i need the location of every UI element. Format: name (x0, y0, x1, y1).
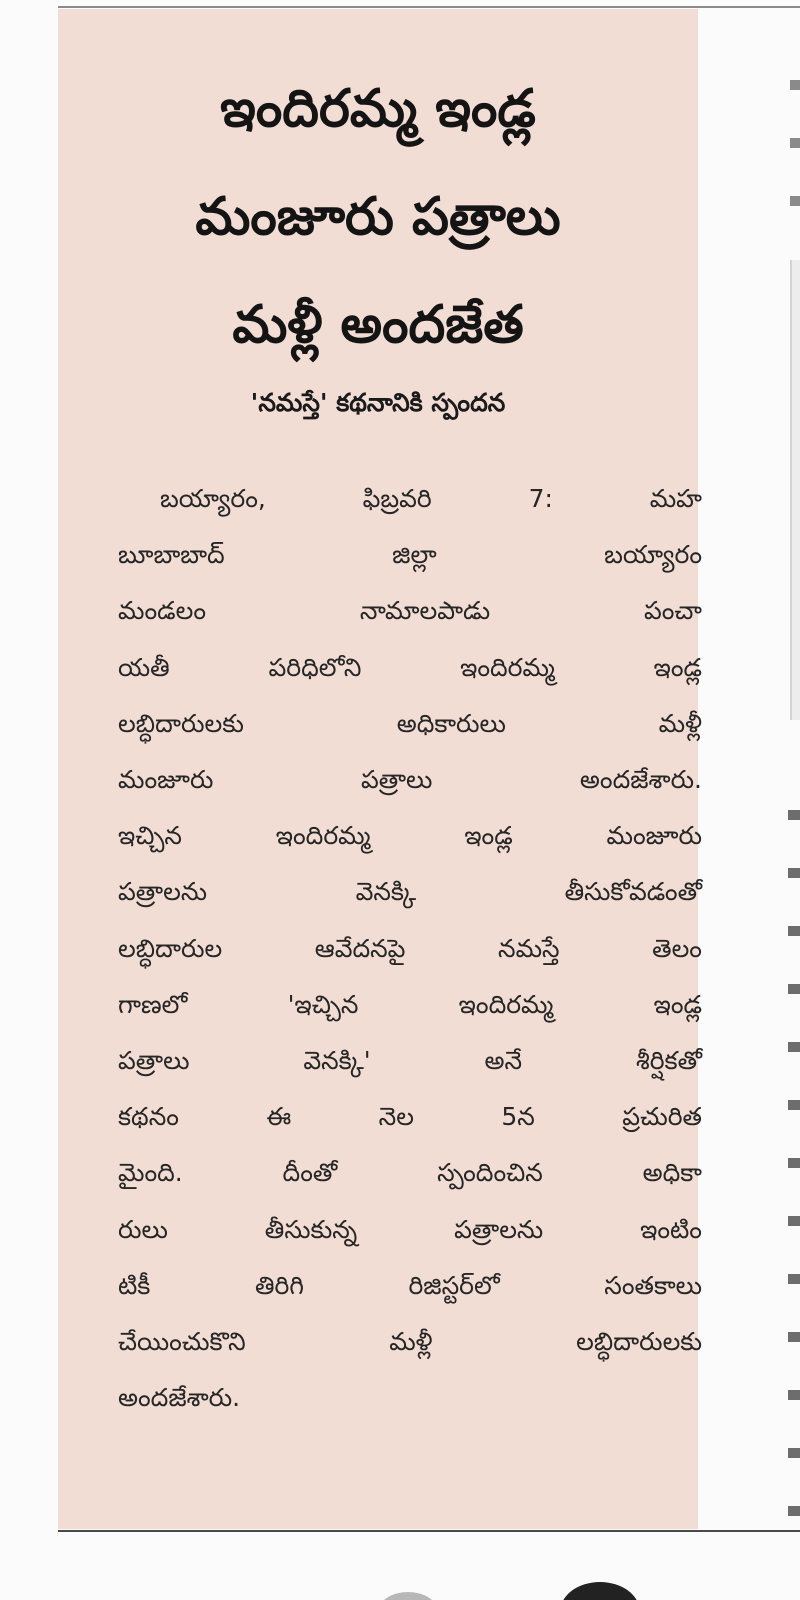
body-line: ఇచ్చిన ఇందిరమ్మ ఇండ్ల మంజూరు (118, 821, 702, 851)
subheadline: 'నమస్తే' కథనానికి స్పందన (250, 388, 506, 417)
body-line: యతీ పరిధిలోని ఇందిరమ్మ ఇండ్ల (118, 652, 702, 682)
cropped-image-fragment (378, 1592, 438, 1600)
bottom-rule (58, 1530, 800, 1532)
body-line: చేయించుకొని మళ్లీ లబ్ధిదారులకు (118, 1327, 702, 1357)
body-line: టికీ తిరిగి రిజిస్టర్‌లో సంతకాలు (118, 1270, 702, 1300)
body-line: మైంది. దీంతో స్పందించిన అధికా (118, 1158, 702, 1188)
cropped-image-fragment (560, 1582, 640, 1600)
news-article (58, 9, 702, 1529)
body-line: మండలం నామాలపాడు పంచా (118, 596, 702, 626)
body-line: బయ్యారం, ఫిబ్రవరి 7: మహ (160, 484, 702, 513)
body-line: మంజూరు పత్రాలు అందజేశారు. (118, 765, 702, 795)
headline-line: మంజూరు పత్రాలు (195, 187, 561, 247)
adjacent-column-fragment (788, 810, 800, 1530)
headline-line: ఇందిరమ్మ ఇండ్ల (220, 79, 536, 139)
body-line: రులు తీసుకున్న పత్రాలను ఇంటిం (118, 1214, 702, 1244)
body-line: పత్రాలు వెనక్కి' అనే శీర్షికతో (118, 1046, 702, 1076)
body-line: బూబాబాద్ జిల్లా బయ్యారం (118, 540, 702, 570)
body-line: లబ్ధిదారుల ఆవేదనపై నమస్తే తెలం (118, 933, 702, 963)
adjacent-column-box (790, 260, 800, 720)
adjacent-column-fragment (790, 80, 800, 230)
headline-line: మళ్లీ అందజేత (232, 295, 524, 355)
article-body (118, 471, 702, 1426)
body-line: లబ్ధిదారులకు అధికారులు మళ్లీ (118, 708, 702, 738)
body-line: పత్రాలను వెనక్కి తీసుకోవడంతో (118, 877, 702, 907)
body-line: కథనం ఈ నెల 5న ప్రచురిత (118, 1102, 702, 1132)
body-line: అందజేశారు. (118, 1383, 241, 1413)
top-rule (58, 6, 800, 8)
body-line: గాణలో 'ఇచ్చిన ఇందిరమ్మ ఇండ్ల (118, 989, 702, 1019)
headline (58, 55, 698, 379)
